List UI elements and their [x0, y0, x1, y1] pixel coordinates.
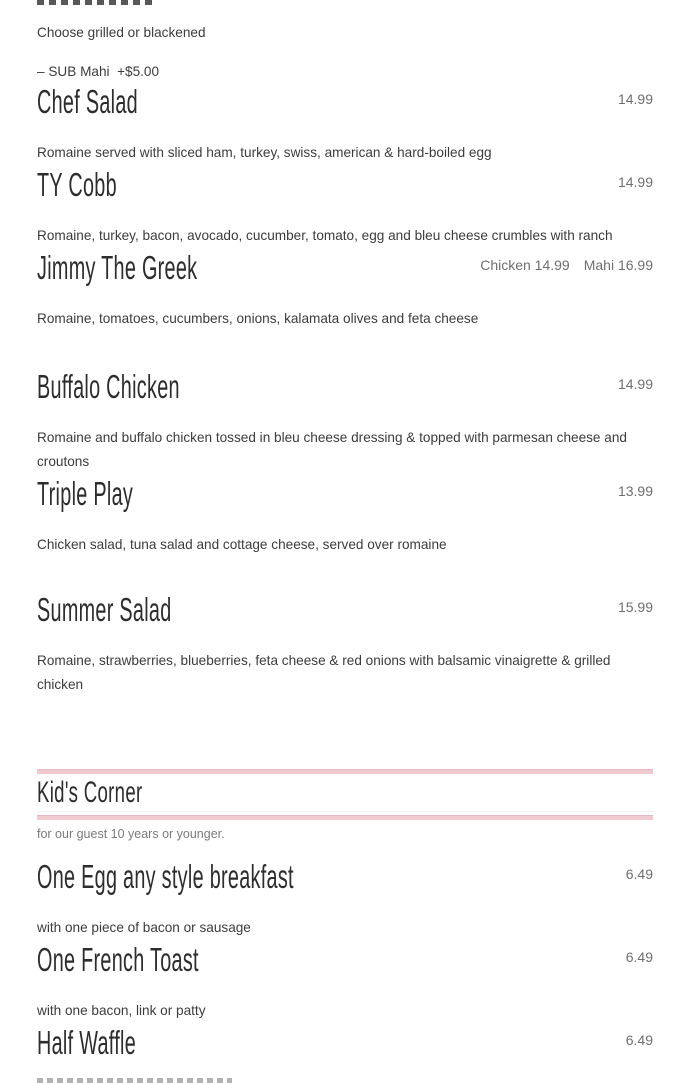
- menu-item-triple-play: [37, 474, 653, 557]
- item-price: [618, 474, 653, 501]
- intro-note: Choose grilled or blackened: [37, 25, 206, 40]
- section-header: [37, 774, 653, 812]
- menu-item-chef-salad: [37, 82, 653, 165]
- item-header: [37, 474, 653, 514]
- item-header: [37, 1023, 653, 1063]
- item-price: [626, 857, 653, 884]
- item-header: [37, 248, 653, 288]
- item-price: [618, 165, 653, 192]
- truncated-heading-fragment: [37, 0, 155, 5]
- item-description: Romaine, turkey, bacon, avocado, cucumber, tomato, egg and bleu cheese crumbles with ranch: [37, 228, 613, 243]
- item-price: [626, 1023, 653, 1050]
- item-price: [618, 82, 653, 109]
- price-value: 14.99: [617, 91, 653, 107]
- item-price: [480, 248, 653, 275]
- menu-item-ty-cobb: [37, 165, 653, 248]
- price-value: 6.49: [625, 866, 653, 882]
- item-name: Jimmy The Greek: [37, 249, 198, 286]
- price-value: 15.99: [617, 599, 653, 615]
- menu-item-one-french-toast: [37, 940, 653, 1023]
- item-name: One French Toast: [37, 941, 199, 978]
- item-price: [618, 590, 653, 617]
- item-header: [37, 367, 653, 407]
- price-value: 14.99: [617, 174, 653, 190]
- item-description: Romaine, tomatoes, cucumbers, onions, kalamata olives and feta cheese: [37, 311, 479, 326]
- price-value: 6.49: [625, 1032, 653, 1048]
- item-name: Buffalo Chicken: [37, 368, 180, 405]
- menu-item-jimmy-the-greek: [37, 248, 653, 331]
- item-header: [37, 82, 653, 122]
- menu-item-summer-salad: [37, 590, 653, 697]
- item-description: Romaine and buffalo chicken tossed in bleu cheese dressing & topped with parmesan cheese and croutons: [37, 430, 627, 469]
- price-value: 6.49: [625, 949, 653, 965]
- menu-item-half-waffle: [37, 1023, 653, 1083]
- item-name: One Egg any style breakfast: [37, 858, 294, 895]
- section-title: Kid's Corner: [37, 776, 143, 809]
- item-name: Half Waffle: [37, 1024, 137, 1061]
- item-header: [37, 165, 653, 205]
- item-description: Romaine, strawberries, blueberries, feta cheese & red onions with balsamic vinaigrette & grilled chicken: [37, 653, 611, 692]
- menu-item-buffalo-chicken: [37, 367, 653, 474]
- item-description: Chicken salad, tuna salad and cottage cheese, served over romaine: [37, 537, 447, 552]
- item-price: [626, 940, 653, 967]
- item-name: TY Cobb: [37, 166, 117, 203]
- item-header: [37, 590, 653, 630]
- item-header: [37, 857, 653, 897]
- item-description: with one bacon, link or patty: [37, 1003, 206, 1018]
- section-divider-bottom: [37, 815, 653, 820]
- item-header: [37, 940, 653, 980]
- item-price: [618, 367, 653, 394]
- price-value-chicken: Chicken 14.99: [480, 257, 570, 273]
- menu-item-one-egg-breakfast: [37, 857, 653, 940]
- price-value-mahi: Mahi 16.99: [583, 257, 653, 273]
- truncated-description-fragment: [37, 1078, 232, 1083]
- sub-option-note: – SUB Mahi +$5.00: [37, 64, 160, 79]
- price-value: 14.99: [617, 376, 653, 392]
- item-name: Chef Salad: [37, 83, 138, 120]
- price-value: 13.99: [617, 483, 653, 499]
- item-name: Triple Play: [37, 475, 134, 512]
- section-note: for our guest 10 years or younger.: [37, 827, 225, 841]
- item-description: Romaine served with sliced ham, turkey, swiss, american & hard-boiled egg: [37, 145, 492, 160]
- item-description: with one piece of bacon or sausage: [37, 920, 251, 935]
- item-name: Summer Salad: [37, 591, 172, 628]
